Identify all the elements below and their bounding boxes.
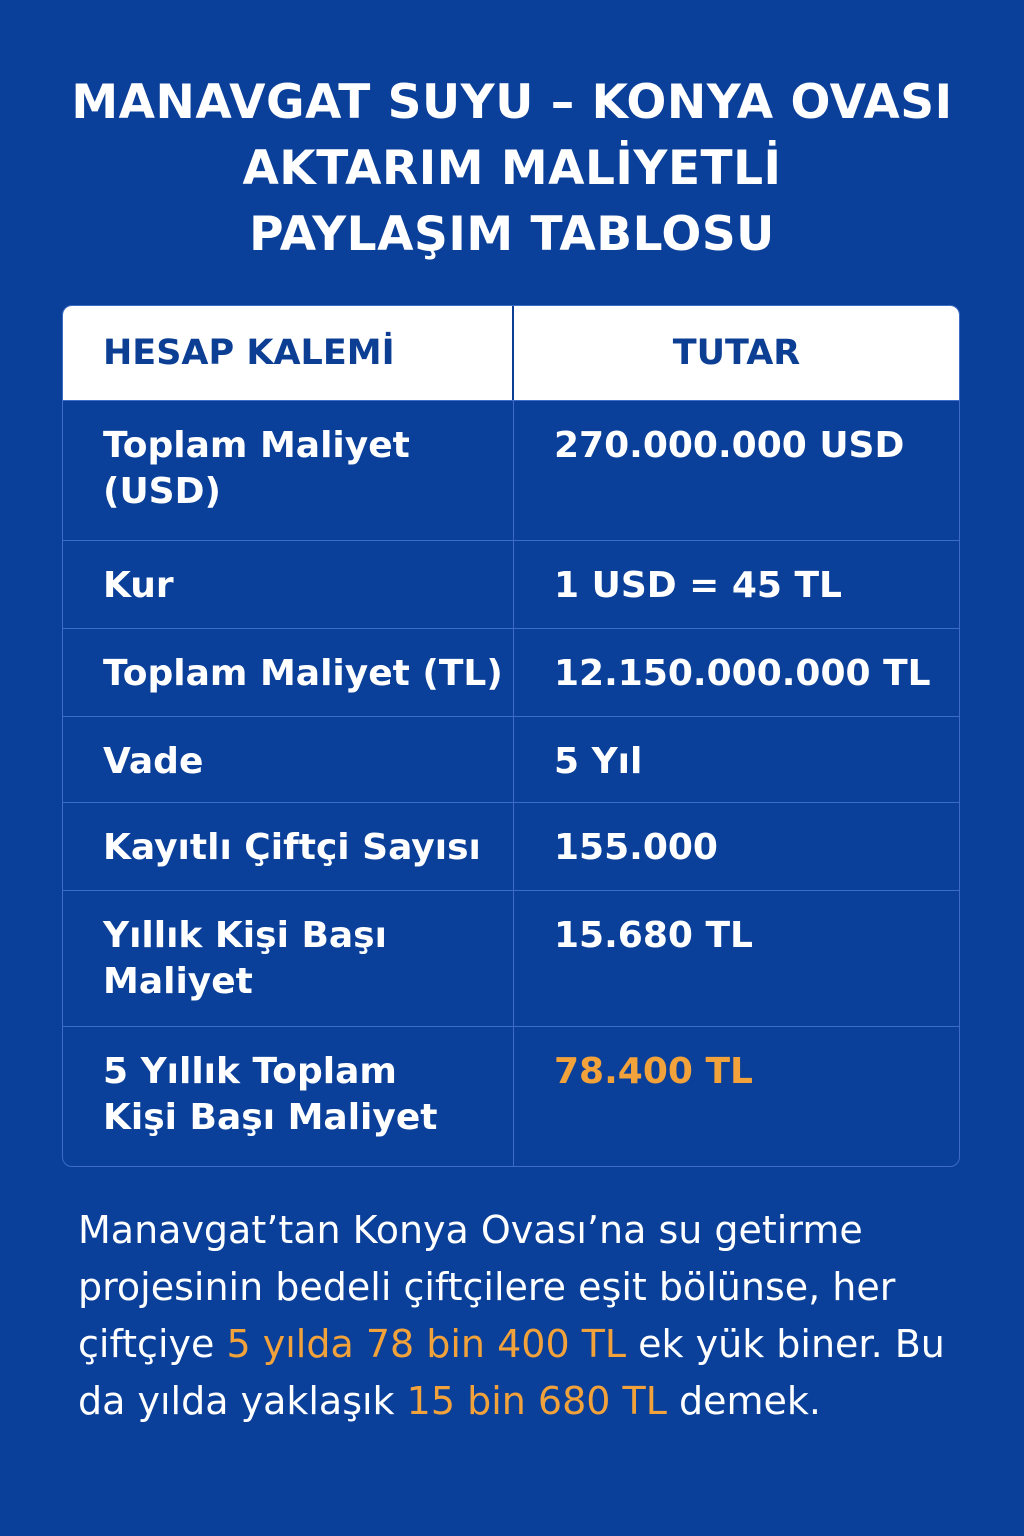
- row-item-line-1: Toplam Maliyet: [103, 425, 410, 466]
- table-row: [63, 628, 959, 716]
- table-row: [63, 802, 959, 890]
- header-amount: TUTAR: [672, 333, 801, 373]
- title-line-2: AKTARIM MALİYETLİ: [242, 141, 782, 196]
- header-item: HESAP KALEMİ: [63, 306, 514, 400]
- row-item: [63, 803, 514, 890]
- summary-part-3: demek.: [666, 1379, 821, 1423]
- title-line-1: MANAVGAT SUYU – KONYA OVASI: [71, 75, 953, 130]
- row-item: [63, 717, 514, 802]
- row-amount: 270.000.000 USD: [554, 425, 905, 466]
- cost-sharing-table: [62, 305, 960, 1167]
- row-amount: 155.000: [554, 827, 718, 868]
- row-amount-highlight: 78.400 TL: [554, 1051, 753, 1092]
- row-item: [63, 629, 514, 716]
- page-title: [40, 70, 984, 268]
- title-line-3: PAYLAŞIM TABLOSU: [249, 207, 775, 262]
- row-item: [63, 541, 514, 628]
- row-item-line-1: Kur: [103, 565, 174, 606]
- row-item-line-1: Yıllık Kişi Başı: [103, 915, 387, 956]
- row-amount: 5 Yıl: [554, 741, 643, 782]
- row-item: [63, 1027, 514, 1167]
- row-amount: 1 USD = 45 TL: [554, 565, 842, 606]
- row-item-line-2: Maliyet: [103, 961, 253, 1002]
- table-row: [63, 540, 959, 628]
- row-item-line-1: Kayıtlı Çiftçi Sayısı: [103, 827, 481, 868]
- table-row: [63, 716, 959, 802]
- row-item-line-2: (USD): [103, 471, 221, 512]
- row-item-line-1: 5 Yıllık Toplam: [103, 1051, 397, 1092]
- summary-text: [78, 1202, 958, 1430]
- summary-part-2: ek yük biner. Bu da yılda yaklaşık: [78, 1322, 945, 1423]
- summary-highlight-1: 5 yılda 78 bin 400 TL: [226, 1322, 627, 1366]
- row-item: [63, 401, 514, 540]
- row-amount: 15.680 TL: [554, 915, 753, 956]
- row-item: [63, 891, 514, 1026]
- table-row: [63, 400, 959, 540]
- row-item-line-1: Vade: [103, 741, 204, 782]
- summary-part-1: Manavgat’tan Konya Ovası’na su getirme projesinin bedeli çiftçilere eşit bölünse, her çiftçiye: [78, 1208, 896, 1366]
- summary-highlight-2: 15 bin 680 TL: [406, 1379, 667, 1423]
- row-item-line-1: Toplam Maliyet (TL): [103, 653, 503, 694]
- table-header: [63, 306, 959, 400]
- table-row: [63, 890, 959, 1026]
- row-item-line-2: Kişi Başı Maliyet: [103, 1097, 438, 1138]
- table-row: [63, 1026, 959, 1167]
- row-amount: 12.150.000.000 TL: [554, 653, 931, 694]
